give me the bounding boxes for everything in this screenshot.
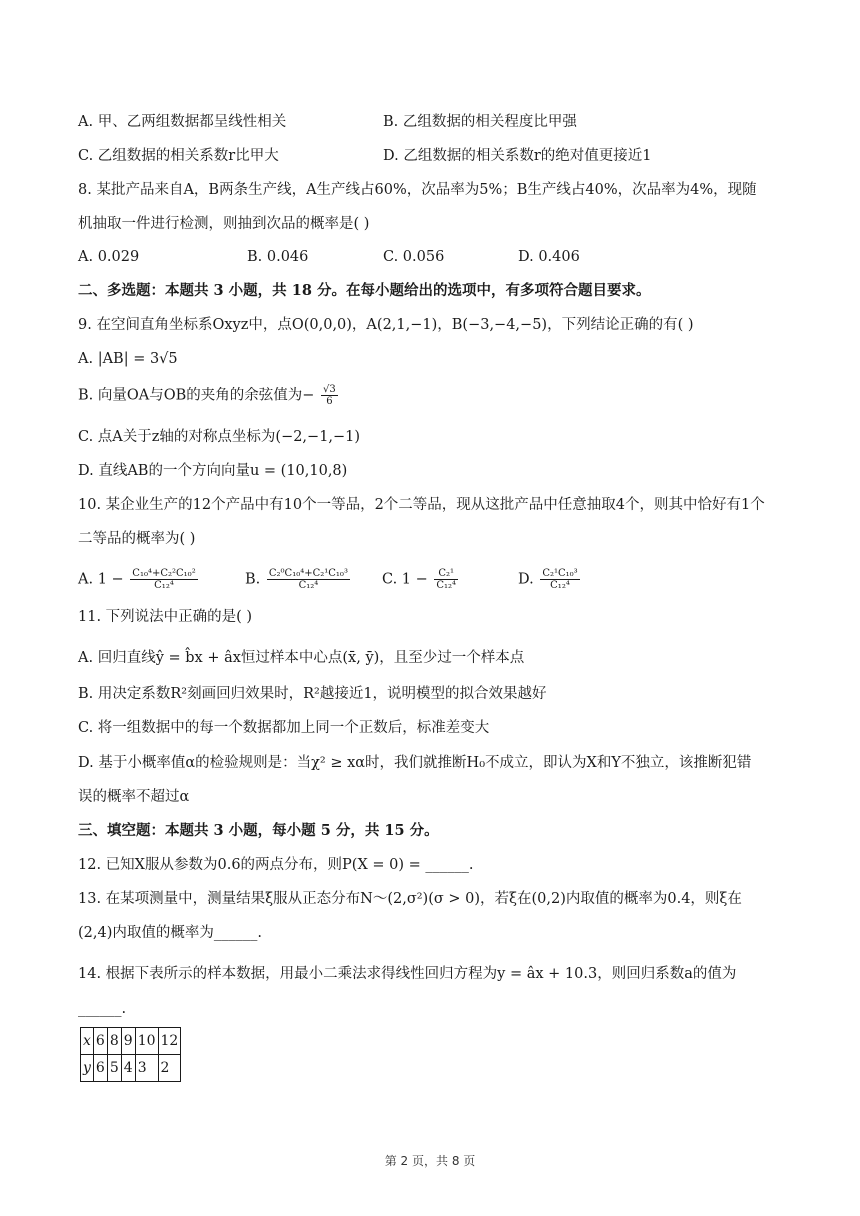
q11-option-d-line2: 误的概率不超过α (78, 789, 190, 805)
q10-option-c-fraction (434, 568, 458, 591)
q8-stem-line1: 8. 某批产品来自A，B两条生产线，A生产线占60%，次品率为5%；B生产线占40%，次品率为4%，现随 (78, 182, 757, 198)
q10-option-d-prefix: D. (518, 571, 534, 588)
q9-option-b (78, 384, 340, 407)
sample-data-table (80, 1027, 181, 1082)
section-multiple-choice-heading: 二、多选题：本题共 3 小题，共 18 分。在每小题给出的选项中，有多项符合题目要求。 (78, 282, 651, 299)
q8-option-b: B. 0.046 (247, 249, 309, 265)
q10-option-a-numerator: C₁₀⁴+C₂²C₁₀² (132, 568, 196, 579)
q9-option-a: A. |AB| = 3√5 (78, 351, 178, 367)
q7-option-b: B. 乙组数据的相关程度比甲强 (383, 114, 577, 130)
q13-stem-line2: (2,4)内取值的概率为______. (78, 925, 262, 941)
table-header-y: y (81, 1055, 94, 1082)
table-header-x: x (81, 1028, 94, 1055)
q10-option-b (245, 568, 352, 591)
q10-option-a-fraction (130, 568, 197, 591)
q9-option-b-denominator: 6 (326, 396, 333, 407)
q7-option-a: A. 甲、乙两组数据都呈线性相关 (78, 114, 287, 130)
q11-option-a: A. 回归直线ŷ = b̂x + âx恒过样本中心点(x̄, ȳ)，且至少过一个样本点 (78, 650, 525, 666)
q10-option-b-prefix: B. (245, 571, 261, 588)
table-cell: 8 (107, 1028, 121, 1055)
q8-option-a: A. 0.029 (78, 249, 140, 265)
q10-option-d-numerator: C₂¹C₁₀³ (542, 568, 578, 579)
table-row-x (81, 1028, 181, 1055)
q7-option-c: C. 乙组数据的相关系数r比甲大 (78, 148, 279, 164)
q9-option-d: D. 直线AB的一个方向向量u = (10,10,8) (78, 463, 348, 479)
q14-stem-line1: 14. 根据下表所示的样本数据，用最小二乘法求得线性回归方程为y = âx + 10.3，则回归系数a的值为 (78, 966, 737, 982)
q11-option-d-line1: D. 基于小概率值α的检验规则是：当χ² ≥ xα时，我们就推断H₀不成立，即认为X和Y不独立，该推断犯错 (78, 755, 752, 771)
q10-option-c (382, 568, 460, 591)
q10-option-a-prefix: A. 1 − (78, 571, 124, 588)
page-footer: 第 2 页，共 8 页 (384, 1154, 476, 1168)
q10-stem-line1: 10. 某企业生产的12个产品中有10个一等品，2个二等品，现从这批产品中任意抽取4个，则其中恰好有1个 (78, 497, 765, 513)
q11-option-b: B. 用决定系数R²刻画回归效果时，R²越接近1，说明模型的拟合效果越好 (78, 686, 547, 702)
table-cell: 6 (93, 1055, 107, 1082)
table-cell: 12 (158, 1028, 181, 1055)
section-fill-in-heading: 三、填空题：本题共 3 小题，每小题 5 分，共 15 分。 (78, 822, 439, 839)
q10-option-b-fraction (267, 568, 350, 591)
table-cell: 10 (135, 1028, 158, 1055)
q10-option-b-numerator: C₂⁰C₁₀⁴+C₂¹C₁₀³ (268, 568, 348, 579)
q14-stem-line2: ______. (78, 1001, 127, 1017)
q11-option-c: C. 将一组数据中的每一个数据都加上同一个正数后，标准差变大 (78, 720, 490, 736)
q10-option-c-numerator: C₂¹ (434, 568, 458, 580)
q10-option-d-denominator: C₁₂⁴ (550, 580, 570, 591)
q8-option-c: C. 0.056 (383, 249, 445, 265)
q9-option-b-numerator: √3 (323, 384, 336, 395)
q12-stem: 12. 已知X服从参数为0.6的两点分布，则P(X = 0) = ______. (78, 857, 474, 873)
table-cell: 3 (135, 1055, 158, 1082)
table-cell: 5 (107, 1055, 121, 1082)
q13-stem-line1: 13. 在某项测量中，测量结果ξ服从正态分布N～(2,σ²)(σ > 0)，若ξ在(0,2)内取值的概率为0.4，则ξ在 (78, 891, 742, 907)
q10-option-c-denominator: C₁₂⁴ (436, 580, 457, 591)
q9-option-c: C. 点A关于z轴的对称点坐标为(−2,−1,−1) (78, 429, 361, 445)
q10-option-a-denominator: C₁₂⁴ (154, 580, 174, 591)
q10-option-b-denominator: C₁₂⁴ (298, 580, 319, 591)
table-cell: 9 (121, 1028, 135, 1055)
table-cell: 4 (121, 1055, 135, 1082)
q11-stem: 11. 下列说法中正确的是( ) (78, 609, 253, 625)
table-cell: 6 (93, 1028, 107, 1055)
q10-option-d-fraction (540, 568, 579, 591)
q9-stem: 9. 在空间直角坐标系Oxyz中，点O(0,0,0)，A(2,1,−1)，B(−3,−4,−5)，下列结论正确的有( ) (78, 317, 694, 333)
q8-option-d: D. 0.406 (518, 249, 580, 265)
q7-option-d: D. 乙组数据的相关系数r的绝对值更接近1 (383, 148, 652, 164)
q10-option-a (78, 568, 200, 591)
q9-option-b-text: B. 向量OA与OB的夹角的余弦值为− (78, 387, 315, 404)
q10-stem-line2: 二等品的概率为( ) (78, 531, 196, 547)
table-row-y (81, 1055, 181, 1082)
table-cell: 2 (158, 1055, 181, 1082)
q8-stem-line2: 机抽取一件进行检测，则抽到次品的概率是( ) (78, 216, 370, 232)
q10-option-c-prefix: C. 1 − (382, 571, 428, 588)
q9-option-b-fraction (321, 384, 338, 407)
q10-option-d (518, 568, 582, 591)
